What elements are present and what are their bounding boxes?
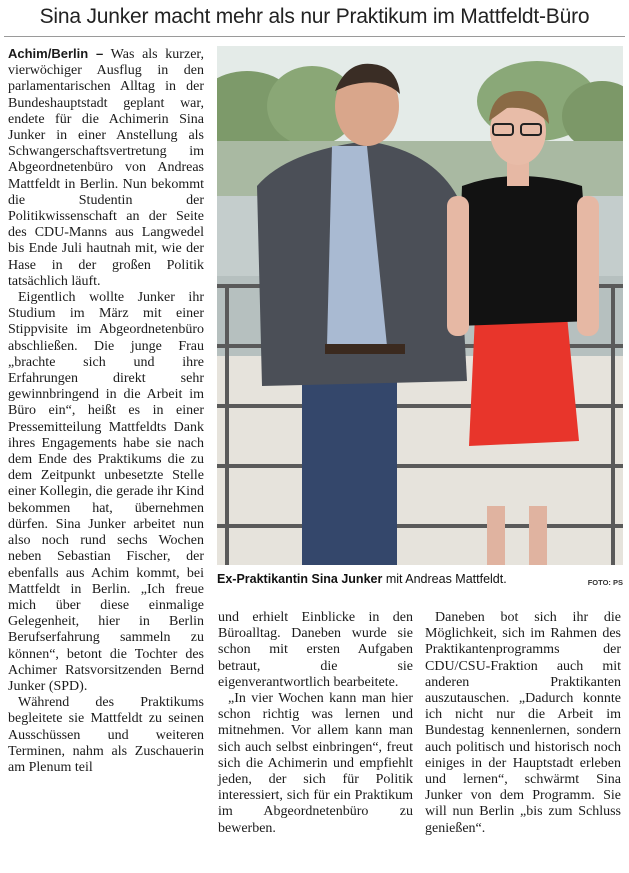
article-column-3 [425,610,621,837]
paragraph-3-continued: und erhielt Einblicke in den Büroalltag. Daneben wurde sie schon mit ersten Aufgaben betraut, die sie eigenverantwortlich bearbeitete. [218,610,413,690]
article-photo [217,46,623,565]
photo-illustration [217,46,623,565]
paragraph-1-text: Was als kurzer, vierwöchiger Ausflug in den parlamentarischen Alltag in der Bundeshauptstadt geplant war, endete für die Achimerin Sina Junker in einer Anstellung als Schwangerschaftsvertretung im Abgeordnetenbüro von Andreas Mattfeldt in Berlin. Nun bekommt die Studentin der Politikwissenschaft an der Seite des CDU-Manns aus Langwedel bis Ende Juli hautnah mit, wie der Hase in der großen Politik tatsächlich läuft. [8,47,205,289]
paragraph-3: Während des Praktikums begleitete sie Mattfeldt zu seinen Ausschüssen und weiteren Terminen, nahm als Zuschauerin am Plenum teil [8,695,204,775]
headline: Sina Junker macht mehr als nur Praktikum im Mattfeldt-Büro [39,5,590,28]
headline-rule [4,36,625,37]
article-column-1 [8,46,204,776]
caption-text: mit Andreas Mattfeldt. [382,572,507,586]
caption-bold: Ex-Praktikantin Sina Junker [217,572,383,586]
photo-credit: FOTO: PS [587,578,623,587]
photo-caption [217,572,623,590]
article-column-2 [218,610,413,837]
paragraph-4: „In vier Wochen kann man hier schon richtig was lernen und mitnehmen. Vor allem kann man sich auch selbst einbringen“, freut sich die Achimerin und empfiehlt jeden, der sich für Politik interessiert, sich für ein Praktikum im Abgeordnetenbüro zu bewerben. [218,691,413,836]
paragraph-5: Daneben bot sich ihr die Möglichkeit, sich im Rahmen des Praktikantenprogramms der CDU/CSU-Fraktion auch mit anderen Praktikanten auszutauschen. „Dadurch konnte ich nicht nur die Arbeit im Bundestag kennenlernen, sondern auch politisch und historisch noch einiges in der Hauptstadt erleben und lernen“, schwärmt Sina Junker von dem Programm. Sie will nun Berlin „bis zum Schluss genießen“. [425,610,621,836]
paragraph-1 [8,46,204,290]
paragraph-2: Eigentlich wollte Junker ihr Studium im März mit einer Stippvisite im Abgeordnetenbüro abschließen. Die junge Frau „brachte sich und ihre Erfahrungen direkt sehr gewinnbringend in die Arbeit im Büro ein“, heißt es in einer Pressemitteilung Mattfeldts Dank ihres Engagements habe sie nach dem Ende des Praktikums die zu dem Zeitpunkt unbesetzte Stelle einer Kollegin, die gerade ihr Kind bekommen hat, übernehmen dürfen. Sina Junker arbeitet nun also noch rund sechs Wochen neben Sebastian Fischer, der ebenfalls aus Achim kommt, bei Mattfeldt in Berlin. „Ich freue mich über diese einmalige Gelegenheit, hier in Berlin Berufserfahrung sammeln zu können“, betont die Tochter des Achimer Ratsvorsitzenden Bernd Junker (SPD). [8,290,204,694]
dateline: Achim/Berlin – [8,46,104,61]
